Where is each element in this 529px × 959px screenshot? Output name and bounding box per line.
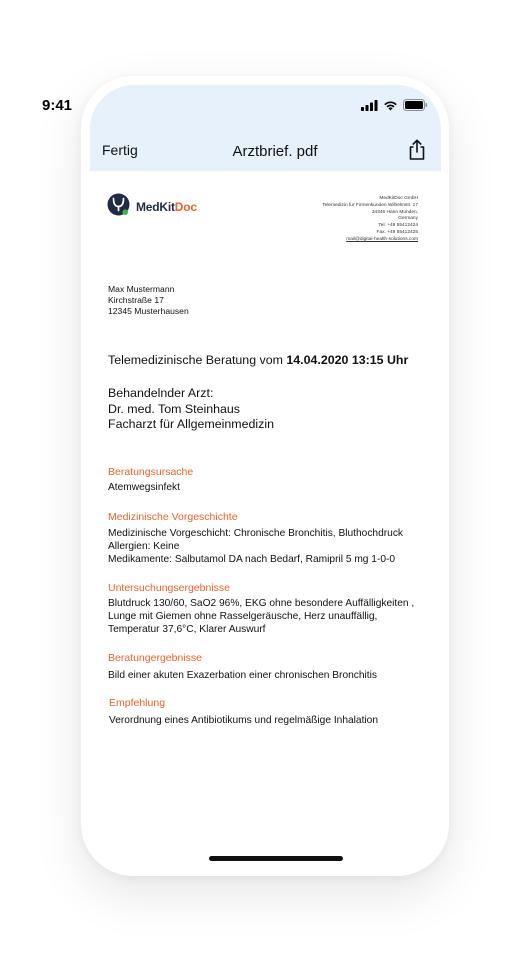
section-body-history — [108, 528, 403, 566]
medkitdoc-logo-icon — [107, 193, 130, 221]
section-line: Medizinische Vorgeschicht: Chronische Bronchitis, Bluthochdruck — [108, 528, 404, 539]
company-email-link[interactable]: mail@digital-health-solutions.com — [346, 236, 418, 242]
section-line: Temperatur 37,6°C, Klarer Auswurf — [108, 623, 266, 635]
section-line: Lunge mit Giemen ohne Rasselgeräusche, Herz unauffällig, — [108, 610, 378, 622]
section-body-findings — [108, 598, 414, 636]
company-name: MedKitDoc GmbH — [379, 196, 418, 201]
section-title-history: Medizinische Vorgeschichte — [108, 511, 238, 523]
battery-icon — [403, 98, 428, 116]
recipient-city: 12345 Musterhausen — [108, 306, 189, 316]
recipient-street: Kirchstraße 17 — [108, 295, 164, 305]
section-line: Bild einer akuten Exazerbation einer chronischen Bronchitis — [108, 670, 377, 681]
recipient-name: Max Mustermann — [108, 284, 175, 294]
company-fax: Fax. +49 55412425 — [376, 229, 418, 235]
company-line2: 34346 Hann Munden, — [371, 209, 418, 215]
share-icon — [407, 148, 427, 165]
company-line1: Telemedizin fur Firmenkunden Wilhelmstr. 17 — [322, 202, 418, 208]
section-line: Atemwegsinfekt — [108, 482, 180, 493]
consultation-heading-prefix: Telemedizinische Beratung vom — [108, 353, 283, 367]
doctor-label: Behandelnder Arzt: — [108, 386, 214, 400]
section-title-findings: Untersuchungsergebnisse — [108, 582, 230, 594]
document-title: Arztbrief. pdf — [232, 143, 318, 160]
share-button[interactable] — [407, 139, 427, 161]
company-tel: Tel. +49 55412424 — [378, 223, 418, 229]
section-title-reason: Beratungsursache — [108, 466, 194, 478]
section-body-results — [108, 670, 377, 683]
done-button[interactable]: Fertig — [102, 142, 138, 158]
status-time: 9:41 — [42, 97, 73, 114]
recipient-address — [108, 284, 189, 317]
wifi-icon — [383, 98, 398, 116]
section-body-reason — [108, 482, 180, 495]
company-line3: Germany — [398, 216, 418, 222]
section-line: Medikamente: Salbutamol DA nach Bedarf, Ramipril 5 mg 1-0-0 — [108, 553, 396, 565]
company-logo — [107, 193, 197, 221]
section-line: Verordnung eines Antibiotikums und regelmäßige Inhalation — [109, 715, 379, 726]
section-title-recommendation: Empfehlung — [109, 697, 166, 709]
home-indicator[interactable] — [209, 856, 343, 861]
section-body-recommendation — [109, 715, 378, 728]
treating-doctor-block — [108, 386, 274, 433]
section-line: Allergien: Keine — [108, 540, 180, 552]
doctor-title: Facharzt für Allgemeinmedizin — [108, 417, 274, 431]
consultation-datetime: 14.04.2020 13:15 Uhr — [286, 353, 409, 367]
consultation-heading — [108, 353, 408, 367]
section-title-results: Beratungergebnisse — [108, 652, 202, 664]
signal-icon — [361, 98, 378, 116]
section-line: Blutdruck 130/60, SaO2 96%, EKG ohne besondere Auffälligkeiten , — [108, 598, 415, 609]
status-icons — [361, 100, 428, 114]
logo-brand-primary: MedKit — [136, 200, 175, 214]
doctor-name: Dr. med. Tom Steinhaus — [108, 401, 240, 416]
logo-wordmark — [136, 200, 197, 214]
logo-brand-accent: Doc — [174, 200, 197, 214]
company-address-block — [322, 196, 418, 244]
